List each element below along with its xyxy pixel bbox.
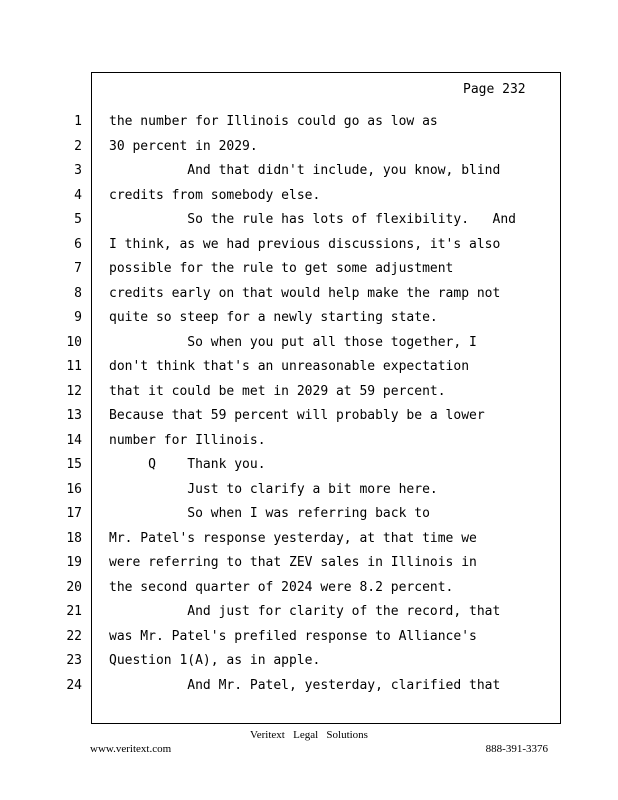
transcript-line xyxy=(0,433,618,457)
line-number: 11 xyxy=(66,359,82,374)
transcript-line xyxy=(0,261,618,285)
line-number: 10 xyxy=(66,334,82,350)
line-text: credits early on that would help make the ramp not xyxy=(109,285,501,301)
line-text: the second quarter of 2024 were 8.2 percent. xyxy=(109,579,454,595)
line-number: 2 xyxy=(74,138,82,154)
line-number: 8 xyxy=(74,285,82,301)
line-number: 3 xyxy=(74,163,82,178)
transcript-line xyxy=(0,237,618,261)
transcript-line xyxy=(0,163,618,187)
transcript-line xyxy=(0,286,618,310)
line-number: 5 xyxy=(74,212,82,227)
line-text: Because that 59 percent will probably be a lower xyxy=(109,408,485,423)
line-text: credits from somebody else. xyxy=(109,187,321,203)
line-number: 4 xyxy=(74,187,82,203)
line-number: 20 xyxy=(66,579,82,595)
line-text: And Mr. Patel, yesterday, clarified that xyxy=(109,677,501,693)
line-text: And that didn't include, you know, blind xyxy=(109,163,501,178)
transcript-line xyxy=(0,506,618,530)
transcript-line xyxy=(0,604,618,628)
transcript-line xyxy=(0,531,618,555)
line-text: that it could be met in 2029 at 59 percent. xyxy=(109,383,446,399)
transcript-line xyxy=(0,359,618,383)
line-number: 12 xyxy=(66,383,82,399)
line-number: 23 xyxy=(66,653,82,668)
line-number: 16 xyxy=(66,481,82,497)
line-number: 22 xyxy=(66,628,82,644)
footer-phone: 888-391-3376 xyxy=(485,743,548,755)
line-number: 13 xyxy=(66,408,82,423)
line-text: quite so steep for a newly starting state. xyxy=(109,310,438,325)
line-text: Mr. Patel's response yesterday, at that time we xyxy=(109,530,477,546)
footer-website: www.veritext.com xyxy=(90,743,172,755)
line-text: the number for Illinois could go as low as xyxy=(109,114,438,129)
line-text: Q Thank you. xyxy=(109,457,266,472)
transcript-line xyxy=(0,408,618,432)
line-text: Question 1(A), as in apple. xyxy=(109,653,321,668)
line-number: 21 xyxy=(66,604,82,619)
line-number: 15 xyxy=(66,457,82,472)
line-text: So when you put all those together, I xyxy=(109,334,477,350)
line-text: And just for clarity of the record, that xyxy=(109,604,501,619)
page-number: Page 232 xyxy=(463,82,526,97)
transcript-line xyxy=(0,310,618,334)
transcript-line xyxy=(0,384,618,408)
transcript-line xyxy=(0,114,618,138)
transcript-line xyxy=(0,457,618,481)
transcript-line xyxy=(0,188,618,212)
transcript-line xyxy=(0,629,618,653)
line-text: were referring to that ZEV sales in Illinois in xyxy=(109,555,477,570)
line-text: number for Illinois. xyxy=(109,432,266,448)
line-number: 24 xyxy=(66,677,82,693)
line-text: 30 percent in 2029. xyxy=(109,138,258,154)
line-number: 6 xyxy=(74,236,82,252)
line-number: 19 xyxy=(66,555,82,570)
transcript-line xyxy=(0,555,618,579)
line-number: 9 xyxy=(74,310,82,325)
line-number: 17 xyxy=(66,506,82,521)
line-text: possible for the rule to get some adjustment xyxy=(109,261,454,276)
line-text: So when I was referring back to xyxy=(109,506,430,521)
line-text: don't think that's an unreasonable expectation xyxy=(109,359,470,374)
line-number: 14 xyxy=(66,432,82,448)
transcript-line xyxy=(0,653,618,677)
line-text: was Mr. Patel's prefiled response to Alliance's xyxy=(109,628,477,644)
transcript-line xyxy=(0,678,618,702)
line-text: I think, as we had previous discussions, it's also xyxy=(109,236,501,252)
line-text: So the rule has lots of flexibility. And xyxy=(109,212,516,227)
line-number: 7 xyxy=(74,261,82,276)
transcript-line xyxy=(0,212,618,236)
line-text: Just to clarify a bit more here. xyxy=(109,481,438,497)
footer-company: Veritext Legal Solutions xyxy=(250,729,368,741)
transcript-line xyxy=(0,580,618,604)
line-number: 18 xyxy=(66,530,82,546)
transcript-line xyxy=(0,335,618,359)
line-number: 1 xyxy=(74,114,82,129)
transcript-line xyxy=(0,139,618,163)
transcript-line xyxy=(0,482,618,506)
